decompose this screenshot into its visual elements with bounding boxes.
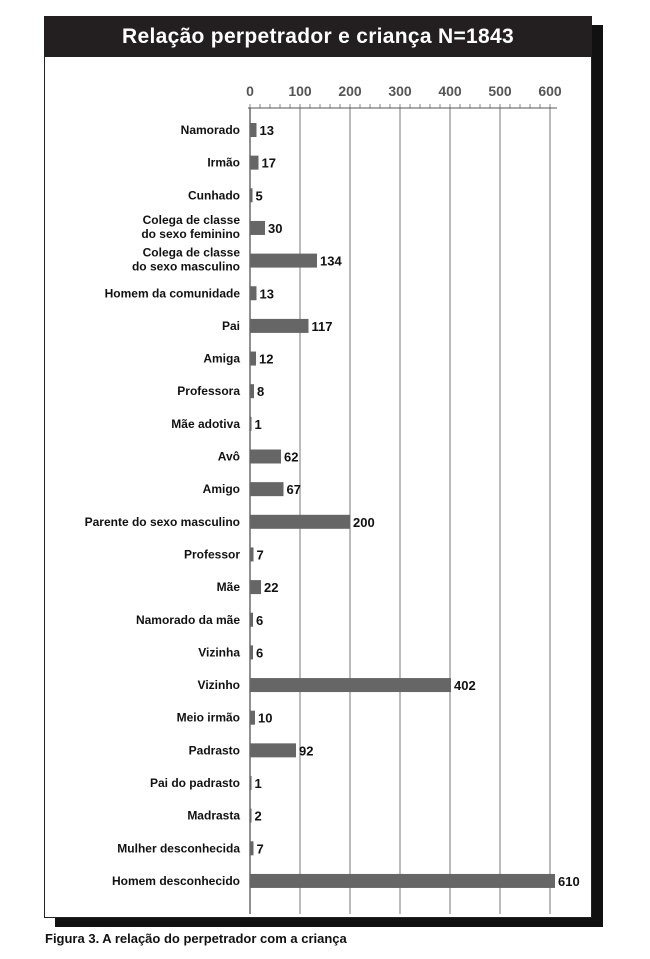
bar [250, 188, 253, 202]
bar [250, 221, 265, 235]
y-tick-label: Colega de classe do sexo feminino [141, 212, 240, 241]
data-label: 8 [257, 384, 265, 400]
y-tick-label: Vizinha [198, 645, 240, 660]
y-tick-label: Padrasto [188, 743, 240, 758]
bar [250, 417, 252, 431]
y-tick-label: Amiga [203, 351, 240, 366]
y-tick-label: Meio irmão [176, 710, 240, 725]
bar [250, 352, 256, 366]
data-label: 13 [259, 123, 274, 138]
y-tick-label: Parente do sexo masculino [84, 514, 240, 529]
y-tick-label: Colega de classe do sexo masculino [131, 245, 240, 274]
y-tick-label: Irmão [207, 155, 240, 170]
data-label: 67 [286, 482, 301, 498]
y-tick-label: Mãe adotiva [171, 416, 240, 431]
data-label: 13 [259, 286, 274, 302]
y-tick-label: Professora [177, 384, 240, 399]
bar [250, 123, 257, 137]
y-tick-label: Professor [183, 547, 240, 562]
y-tick-label: Pai [221, 318, 240, 333]
data-label: 22 [264, 580, 279, 596]
data-label: 402 [454, 678, 476, 694]
data-label: 17 [261, 155, 276, 171]
bar [250, 613, 253, 627]
data-label: 200 [353, 514, 375, 530]
y-tick-label: Madrasta [187, 808, 240, 823]
bar [250, 547, 254, 561]
data-label: 610 [558, 873, 580, 889]
y-tick-label: Namorado da mãe [135, 612, 240, 627]
data-label: 2 [254, 808, 262, 824]
bar [250, 580, 261, 594]
x-tick-label: 200 [338, 83, 362, 99]
bar [250, 450, 281, 464]
y-tick-label: Homem desconhecido [111, 873, 240, 888]
data-label: 30 [268, 220, 283, 236]
data-label: 7 [256, 841, 264, 857]
bar [250, 645, 253, 659]
bar [250, 776, 252, 790]
data-label: 6 [256, 645, 264, 661]
data-label: 5 [255, 188, 263, 204]
bar [250, 384, 254, 398]
y-tick-label: Vizinho [197, 678, 240, 693]
x-tick-label: 400 [438, 83, 462, 99]
bar [250, 743, 296, 757]
y-tick-label: Mãe [216, 580, 240, 595]
data-label: 92 [299, 743, 314, 759]
bar [250, 286, 257, 300]
bar [250, 874, 555, 888]
y-tick-label: Mulher desconhecida [117, 841, 240, 856]
bar [250, 319, 309, 333]
data-label: 117 [311, 318, 333, 334]
data-label: 7 [256, 547, 264, 563]
x-tick-label: 600 [538, 83, 562, 99]
bar [250, 482, 284, 496]
y-tick-label: Amigo [202, 482, 240, 497]
x-tick-label: 500 [488, 83, 512, 99]
bar [250, 678, 451, 692]
bar [250, 254, 317, 268]
data-label: 62 [284, 449, 299, 465]
x-tick-label: 300 [388, 83, 412, 99]
y-tick-label: Pai do padrasto [149, 776, 240, 790]
x-tick-label: 0 [246, 83, 254, 99]
y-tick-label: Namorado [180, 123, 240, 137]
figure-caption: Figura 3. A relação do perpetrador com a criança [45, 931, 347, 946]
bar [250, 841, 254, 855]
data-label: 12 [259, 351, 274, 367]
data-label: 134 [320, 253, 342, 269]
data-label: 1 [254, 776, 262, 791]
bar [250, 156, 259, 170]
x-tick-label: 100 [288, 83, 312, 99]
bar [250, 515, 350, 529]
bar [250, 809, 252, 823]
y-tick-label: Homem da comunidade [104, 286, 240, 301]
bar [250, 711, 255, 725]
data-label: 6 [256, 612, 264, 628]
data-label: 10 [258, 710, 273, 726]
data-label: 1 [254, 416, 262, 432]
y-tick-label: Avô [217, 449, 240, 464]
bar-chart [44, 16, 592, 918]
y-tick-label: Cunhado [188, 188, 240, 203]
chart-title: Relação perpetrador e criança N=1843 [44, 16, 592, 57]
